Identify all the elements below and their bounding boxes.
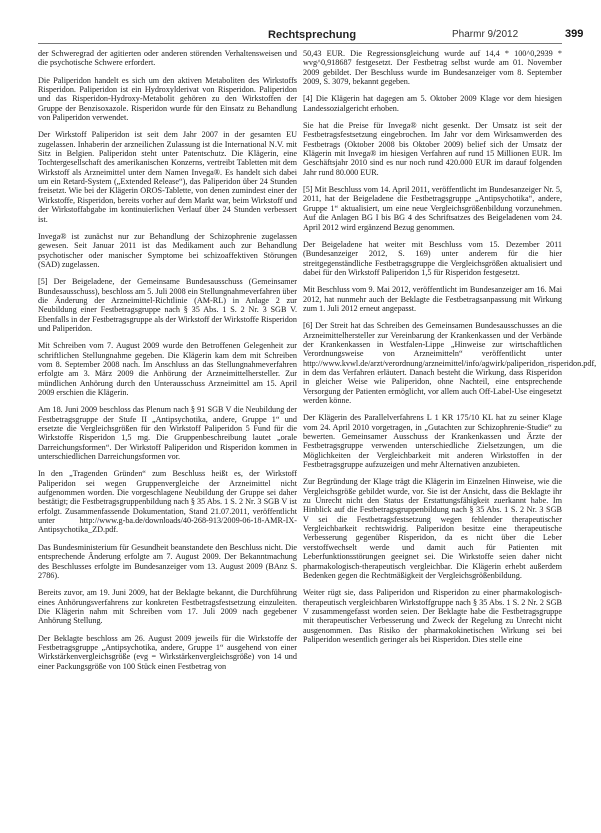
- paragraph: Mit Schreiben vom 7. August 2009 wurde den Betroffenen Gelegenheit zur schriftlichen Stellungnahme gegeben. Die Klägerin kam dem mit Schreiben vom 8. September 2008 nach. Im Anschluss an das Stellungnahmeverfahren erfolgte am 3. März 2009 die Anhörung der Arzneimittelhersteller. Zur mündlichen Anhörung durch den Unterausschuss Arzneimittel am 15. April 2009 erschien die Klägerin.: [38, 341, 297, 397]
- journal-citation: Pharmr 9/2012: [452, 29, 519, 40]
- paragraph: der Schweregrad der agitierten oder anderen störenden Verhaltensweisen und die psychotische Schwere erfordert.: [38, 49, 297, 68]
- paragraph: 50,43 EUR. Die Regressionsgleichung wurde auf 14,4 * 100^0,2939 * wvg^0,918687 festgesetzt. Der Festbetrag selbst wurde am 01. November 2009 gebildet. Der Beschluss wurde im Bundesanzeiger vom 8. September 2009, S. 3079, bekannt gegeben.: [303, 49, 562, 87]
- paragraph: In den „Tragenden Gründen“ zum Beschluss heißt es, der Wirkstoff Paliperidon sei wegen Gruppenvergleiche der Arzneimittel nicht aufgenommen worden. Die vorgeschlagene Neubildung der Gruppe sei daher bestätigt; die Festbetragsgruppenbildung nach § 35 Abs. 1 S. 2 Nr. 3 SGB V ist erfolgt. Zusammenfassende Dokumentation, Stand 21.07.2011, veröffentlicht unter http://www.g-ba.de/downloads/40-268-913/2009-06-18-AMR-IX-Antipsychotika_ZD.pdf.: [38, 469, 297, 535]
- right-column: [303, 49, 597, 829]
- paragraph: Bereits zuvor, am 19. Juni 2009, hat der Beklagte bekannt, die Durchführung eines Anhörungsverfahrens zur konkreten Festbetragsfestsetzung einzuleiten. Die Klägerin nahm mit Schreiben vom 17. Juli 2009 nach gegebener Anhörung Stellung.: [38, 588, 297, 626]
- paragraph: [5] Mit Beschluss vom 14. April 2011, veröffentlicht im Bundesanzeiger Nr. 5, 2011, hat der Beigeladene die Festbetragsgruppe „Antipsychotika“, andere, Gruppe 1“ aktualisiert, um eine neue Vergleichsgrößenbildung vorzunehmen. Auf die Anlagen BG I bis BG 4 des Schriftsatzes des Beigeladenen vom 24. April 2012 wird ergänzend Bezug genommen.: [303, 185, 562, 232]
- paragraph: [6] Der Streit hat das Schreiben des Gemeinsamen Bundesausschusses an die Arzneimittelhersteller zur Vereinbarung der Krankenkassen und der Verbände der Krankenkassen in Westfalen-Lippe „Hinweise zur wirtschaftlichen Verordnungsweise von Arzneimitteln“ veröffentlicht unter http://www.kvwl.de/arzt/verordnung/arzneimittel/info/agwirk/paliperidon_risperidon.pdf, in dem das Verfahren erläutert. Danach besteht die Wirkung, dass Risperidon in gleicher Weise wie Paliperidon, ohne Nachteil, eine entsprechende Versorgung der Patienten ermöglicht, vor allem auch Off-Label-Use eingesetzt werden könne.: [303, 321, 597, 405]
- left-column: [38, 49, 297, 829]
- section-title: Rechtsprechung: [268, 29, 357, 41]
- paragraph: Invega® ist zunächst nur zur Behandlung der Schizophrenie zugelassen gewesen. Seit Januar 2011 ist das Medikament auch zur Behandlung psychotischer oder manischer Symptome bei schizoaffektiven Störungen (SAD) zugelassen.: [38, 231, 297, 269]
- paragraph: Der Klägerin des Parallelverfahrens L 1 KR 175/10 KL hat zu seiner Klage vom 24. April 2010 vorgetragen, in „Gutachten zur Schizophrenie-Studie“ zu bewerten. Gemeinsamer Ausschuss der Krankenkassen und Ärzte der Festbetragsgruppe verwenden unterschiedliche Zielsetzungen, um die Möglichkeiten der Vergleichbarkeit mit anderen Wirkstoffen in der Festbetragsgruppe aufzuzeigen und mehr Alternativen anzubieten.: [303, 413, 562, 470]
- paragraph: Das Bundesministerium für Gesundheit beanstandete den Beschluss nicht. Die entsprechende Änderung erfolgte am 7. August 2009. Der Bekanntmachung des Beschlusses erfolgte im Bundesanzeiger vom 13. August 2009 (BAnz S. 2786).: [38, 542, 297, 580]
- paragraph: Zur Begründung der Klage trägt die Klägerin im Einzelnen Hinweise, wie die Vergleichsgröße gebildet wurde, vor. Sie ist der Ansicht, dass die Beklagte ihr zu Unrecht nicht den Status der Erstattungsfähigkeit zuerkannt habe. Im Hinblick auf die Festbetragsgruppenbildung nach § 35 Abs. 1 S. 2 Nr. 3 SGB V sei die Festbetragsfestsetzung wegen fehlender therapeutischer Vergleichbarkeit rechtswidrig. Paliperidon besitze eine therapeutische Verbesserung gegenüber Risperidon, da es nicht über die Leber verstoffwechselt werde und damit auch für Patienten mit Leberfunktionsstörungen geeignet sei. Die Wirkstoffe seien daher nicht pharmakologisch-therapeutisch vergleichbar. Die Klägerin erhebt außerdem Bedenken gegen die Rechtmäßigkeit der Vergleichsgrößenbildung.: [303, 477, 562, 580]
- paragraph: Die Paliperidon handelt es sich um den aktiven Metaboliten des Wirkstoffs Risperidon. Paliperidon ist ein Hydroxylderivat von Risperidon. Paliperidon und das Risperidon-Hydroxy-Metabolit gehören zu den Wirkstoffen der Gruppe der Benzisoxazole. Risperidon wurde für den Einsatz zu Behandlung von Paliperidon verwendet.: [38, 75, 297, 123]
- paragraph: [5] Der Beigeladene, der Gemeinsame Bundesausschuss (Gemeinsamer Bundesausschuss), beschloss am 5. Juli 2008 ein Stellungnahmeverfahren über die Änderung der Arzneimittel-Richtlinie (AM-RL) in Anlage 2 zur Neubildung einer Festbetragsgruppe nach § 35 Abs. 1 S. 2 Nr. 3 SGB V. Ebenfalls in der Festbetragsgruppe als der Wirkstoff der Wirkstoffe Risperidon und Paliperidon.: [38, 277, 297, 333]
- paragraph: Der Beigeladene hat weiter mit Beschluss vom 15. Dezember 2011 (Bundesanzeiger 2012, S. 169) unter anderem für die hier streitgegenständliche Festbetragsgruppe die Vergleichsgrößen aktualisiert und dabei für den Wirkstoff Paliperidon 1,5 für Risperidon festgesetzt.: [303, 239, 562, 277]
- header-rule: [38, 43, 562, 44]
- paragraph: Mit Beschluss vom 9. Mai 2012, veröffentlicht im Bundesanzeiger am 16. Mai 2012, hat nunmehr auch der Beklagte die Festbetragsanpassung mit Wirkung zum 1. Juli 2012 erneut angepasst.: [303, 285, 562, 313]
- page-header: [0, 0, 601, 48]
- paragraph: Sie hat die Preise für Invega® nicht gesenkt. Der Umsatz ist seit der Festbetragsfestsetzung eingebrochen. Im Jahr vor dem Wirksamwerden des Festbetrags (Oktober 2008 bis Oktober 2009) belief sich der Umsatz der Klägerin mit Invega® im hiesigen Verfahren auf rund 15 Millionen EUR. Im Geschäftsjahr 2010 sind es nur noch rund 420.000 EUR im darauf folgenden Jahr rund 80.000 EUR.: [303, 121, 562, 177]
- paragraph: Weiter rügt sie, dass Paliperidon und Risperidon zu einer pharmakologisch-therapeutisch vergleichbaren Wirkstoffgruppe nach § 35 Abs. 1 S. 2 Nr. 2 SGB V zusammengefasst worden seien. Der Beklagte habe die Festbetragsgruppe mit therapeutischer Verbesserung und Zweck der Regelung zu Unrecht nicht ausgenommen. Das Risiko der pharmakokinetischen Wirkung sei bei Paliperidon wesentlich geringer als bei Risperidon. Dies stelle eine: [303, 588, 562, 644]
- paragraph: Der Wirkstoff Paliperidon ist seit dem Jahr 2007 in der gesamten EU zugelassen. Inhaberin der arzneilichen Zulassung ist die International N.V. mit Sitz in Belgien. Paliperidon steht unter Patentschutz. Die Klägerin, eine Tochtergesellschaft des amerikanischen Konzerns, vertreibt Tabletten mit dem Wirkstoff als Arzneimittel unter dem Namen Invega®. Es handelt sich dabei um ein Retard-System („Extended Release“), das Paliperidon über 24 Stunden freisetzt. Wie bei der Klägerin OROS-Tablette, von denen zumindest einer der Wirkstoffe, Risperidon, bereits vorher auf dem Markt war, beim Wirkstoff und der Wirkstoffabgabe im kontinuierlichen Verlauf über 24 Stunden verbessert ist.: [38, 130, 297, 224]
- paragraph: Am 18. Juni 2009 beschloss das Plenum nach § 91 SGB V die Neubildung der Festbetragsgruppe der Stufe II „Antipsychotika, andere, Gruppe 1“ und ersetzte die Vergleichsgrößen für den Wirkstoff Paliperidon 5 Fund für die Wirkstoffe Risperidon 1,5 mg. Die Gruppenbeschreibung lautet „orale Darreichungsformen“. Der Wirkstoff Paliperidon und Risperidon kommen in unterschiedlichen Darreichungsformen vor.: [38, 405, 297, 462]
- paragraph: [4] Die Klägerin hat dagegen am 5. Oktober 2009 Klage vor dem hiesigen Landessozialgericht erhoben.: [303, 94, 562, 113]
- page-number: 399: [565, 28, 584, 40]
- paragraph: Der Beklagte beschloss am 26. August 2009 jeweils für die Wirkstoffe der Festbetragsgruppe „Antipsychotika, andere, Gruppe 1“ ausgehend von einer Wirkstärkenvergleichsgröße (evg = Wirkstärkenvergleichsgröße) von 14 und einer Packungsgröße von 100 Stück einen Festbetrag von: [38, 633, 297, 671]
